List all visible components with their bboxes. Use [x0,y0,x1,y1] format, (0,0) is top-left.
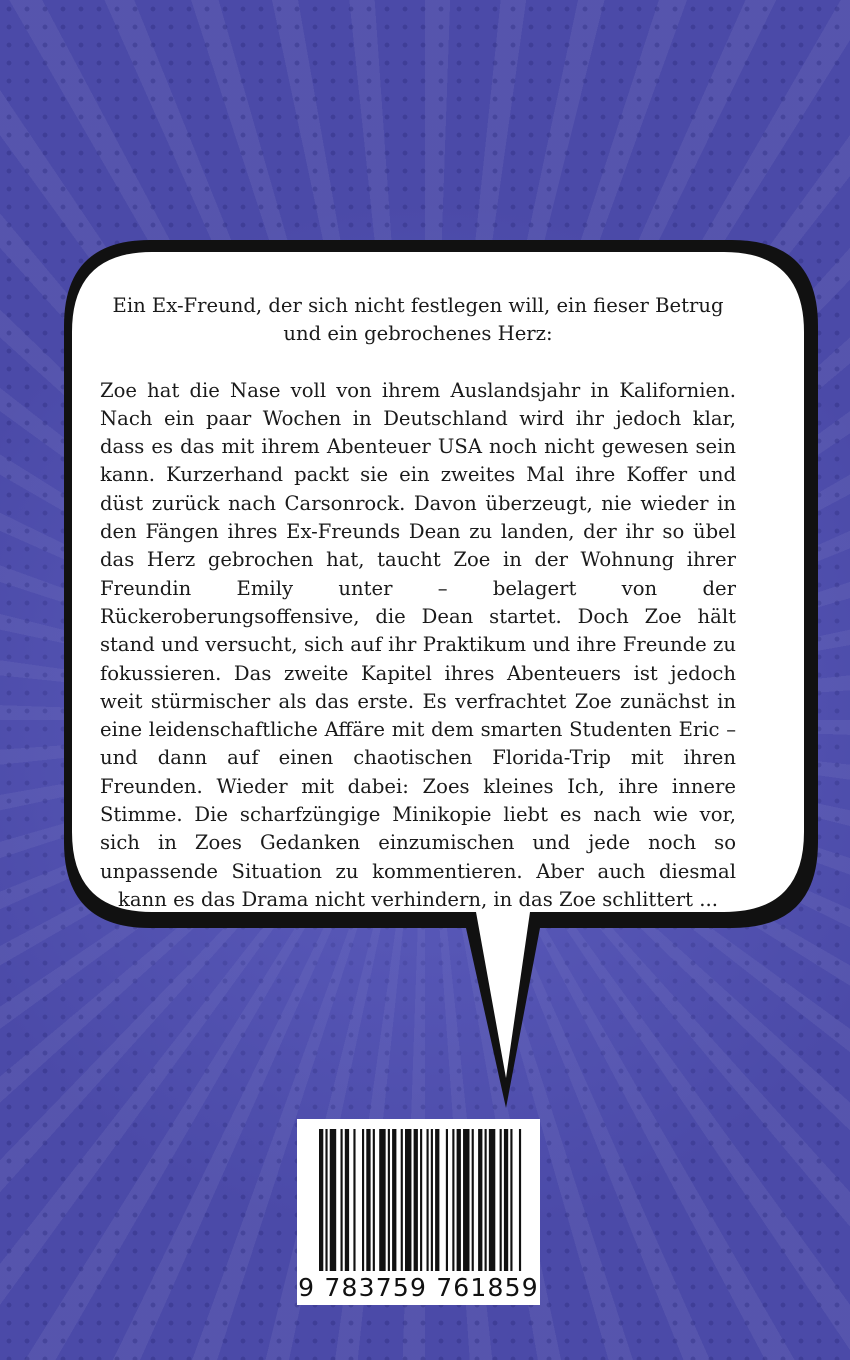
barcode-bar [478,1129,482,1271]
barcode-bar [362,1129,364,1271]
barcode-bar [472,1129,474,1271]
barcode-bar [431,1129,433,1271]
barcode-bar [457,1129,461,1271]
barcode-bar [489,1129,495,1271]
isbn-barcode [297,1119,540,1305]
barcode-bar [519,1129,521,1271]
barcode-bar [392,1129,396,1271]
barcode-bar [345,1129,349,1271]
barcode-bar [373,1129,375,1271]
barcode-bar [463,1129,469,1271]
barcode-bar [485,1129,487,1271]
barcode-bar [510,1129,512,1271]
barcode-bar [319,1129,323,1271]
isbn-number: 9 783759 761859 [298,1273,539,1302]
barcode-bar [452,1129,454,1271]
blurb-intro: Ein Ex-Freund, der sich nicht festlegen will, ein fieser Betrug und ein gebrochenes Herz: [112,294,724,346]
barcode-bar [446,1129,448,1271]
book-blurb [100,292,736,914]
barcode-bar [366,1129,370,1271]
barcode-bar [379,1129,385,1271]
barcode-bar [405,1129,411,1271]
barcode-bar [325,1129,327,1271]
barcode-bar [388,1129,390,1271]
barcode-bar [420,1129,422,1271]
barcode-bar [500,1129,502,1271]
blurb-body: Zoe hat die Nase voll von ihrem Auslandsjahr in Kalifornien. Nach ein paar Wochen in Deutschland wird ihr jedoch klar, dass es das mit ihrem Abenteuer USA noch nicht gewesen sein kann. Kurzerhand packt sie ein zweites Mal ihre Koffer und düst zurück nach Carsonrock. Davon überzeugt, nie wieder in den Fängen ihres Ex-Freunds Dean zu landen, der ihr so übel das Herz gebrochen hat, taucht Zoe in der Wohnung ihrer Freundin Emily unter – belagert von der Rückeroberungsoffensive, die Dean startet. Doch Zoe hält stand und versucht, sich auf ihr Praktikum und ihre Freunde zu fokussieren. Das zweite Kapitel ihres Abenteuers ist jedoch weit stürmischer als das erste. Es verfrachtet Zoe zunächst in eine leidenschaftliche Affäre mit dem smarten Studenten Eric – und dann auf einen chaotischen Florida-Trip mit ihren Freunden. Wieder mit dabei: Zoes kleines Ich, ihre innere Stimme. Die scharfzüngige Minikopie liebt es nach wie vor, sich in Zoes Gedanken einzumischen und jede noch so unpassende Situation zu kommentieren. Aber auch diesmal kann es das Drama nicht verhindern, in das Zoe schlittert ... [100,378,736,911]
barcode-bar [353,1129,355,1271]
barcode-bar [341,1129,343,1271]
barcode-bar [427,1129,429,1271]
barcode-bar [414,1129,418,1271]
barcode-bar [504,1129,508,1271]
barcode-bar [435,1129,439,1271]
barcode-bar [330,1129,336,1271]
barcode-bar [401,1129,403,1271]
